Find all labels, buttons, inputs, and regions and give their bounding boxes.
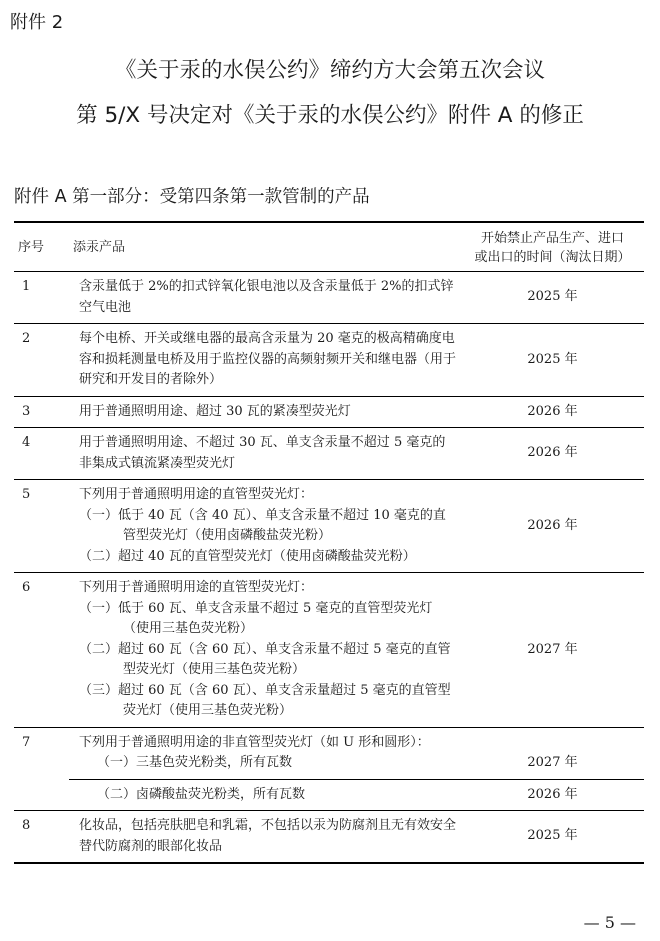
section-title: 附件 A 第一部分：受第四条第一款管制的产品: [14, 187, 370, 207]
row-number: 2: [22, 331, 31, 346]
product-description: 每个电桥、开关或继电器的最高含汞量为 20 毫克的极高精确度电容和损耗测量电桥及用于监控仪器的高频射频开关和继电器（用于研究和开发目的者除外）: [79, 331, 457, 387]
table-row: [14, 396, 644, 428]
phase-out-date: 2025 年: [527, 289, 578, 305]
row-number: 5: [22, 487, 31, 502]
product-subitem: （二）超过 60 瓦（含 60 瓦）、单支含汞量不超过 5 毫克的直管型荧光灯（使用三基色荧光粉）: [79, 641, 451, 677]
document-title-line-2: 第 5/X 号决定对《关于汞的水俣公约》附件 A 的修正: [76, 103, 584, 128]
header-no: 序号: [18, 240, 45, 255]
product-subitem: （一）低于 60 瓦、单支含汞量不超过 5 毫克的直管型荧光灯（使用三基色荧光粉）: [79, 600, 433, 636]
phase-out-date: 2027 年: [527, 755, 578, 770]
product-description: 用于普通照明用途、不超过 30 瓦、单支含汞量不超过 5 毫克的非集成式镇流紧凑型荧光灯: [79, 435, 446, 471]
phase-out-date: 2027 年: [527, 641, 578, 657]
product-description: [69, 480, 461, 573]
product-subitem: （二）卤磷酸盐荧光粉类，所有瓦数: [97, 786, 306, 802]
product-intro: 下列用于普通照明用途的非直管型荧光灯（如 U 形和圆形）：: [79, 734, 430, 750]
product-description: 含汞量低于 2%的扣式锌氧化银电池以及含汞量低于 2%的扣式锌空气电池: [79, 279, 454, 315]
product-description: 化妆品，包括亮肤肥皂和乳霜，不包括以汞为防腐剂且无有效安全替代防腐剂的眼部化妆品: [79, 818, 457, 854]
product-subitem: （三）超过 60 瓦（含 60 瓦）、单支含汞量超过 5 毫克的直管型荧光灯（使用三基色荧光粉）: [79, 682, 451, 718]
phase-out-date: 2026 年: [527, 445, 578, 461]
table-row: [14, 480, 644, 573]
row-number: 8: [22, 818, 31, 833]
phase-out-date: 2025 年: [527, 828, 578, 844]
header-phase-out-date: 开始禁止产品生产、进口 或出口的时间（淘汰日期）: [474, 231, 631, 265]
table-row: [14, 811, 644, 864]
document-title-line-1: 《关于汞的水俣公约》缔约方大会第五次会议: [114, 58, 545, 83]
row-number: 1: [22, 279, 31, 294]
phase-out-date: 2026 年: [527, 517, 578, 533]
table-row: [14, 727, 644, 779]
header-product: 添汞产品: [73, 240, 126, 255]
product-description: 用于普通照明用途、超过 30 瓦的紧凑型荧光灯: [79, 403, 351, 419]
product-subitem: （一）三基色荧光粉类，所有瓦数: [97, 755, 293, 770]
product-description: [69, 573, 461, 728]
phase-out-date: 2026 年: [527, 403, 578, 419]
table-row: [14, 779, 644, 811]
row-number: 4: [22, 435, 31, 450]
row-number: 7: [22, 734, 31, 750]
page-number: — 5 —: [583, 913, 636, 932]
table-row: [14, 428, 644, 480]
table-row: [14, 573, 644, 728]
table-row: [14, 272, 644, 324]
table-row: [14, 324, 644, 397]
product-intro: 下列用于普通照明用途的直管型荧光灯：: [79, 487, 314, 502]
product-subitem: （二）超过 40 瓦的直管型荧光灯（使用卤磷酸盐荧光粉）: [79, 548, 416, 564]
table-header-row: [14, 222, 644, 272]
product-description: [69, 727, 461, 779]
product-description: [69, 779, 461, 811]
phase-out-date: 2025 年: [527, 351, 578, 367]
product-intro: 下列用于普通照明用途的直管型荧光灯：: [79, 580, 314, 595]
annex-label: 附件 2: [10, 12, 64, 33]
row-number: 3: [22, 403, 31, 419]
phase-out-date: 2026 年: [527, 786, 578, 802]
products-table: [14, 221, 644, 864]
row-number: 6: [22, 580, 31, 595]
product-subitem: （一）低于 40 瓦（含 40 瓦）、单支含汞量不超过 10 毫克的直管型荧光灯（使用卤磷酸盐荧光粉）: [79, 507, 446, 543]
